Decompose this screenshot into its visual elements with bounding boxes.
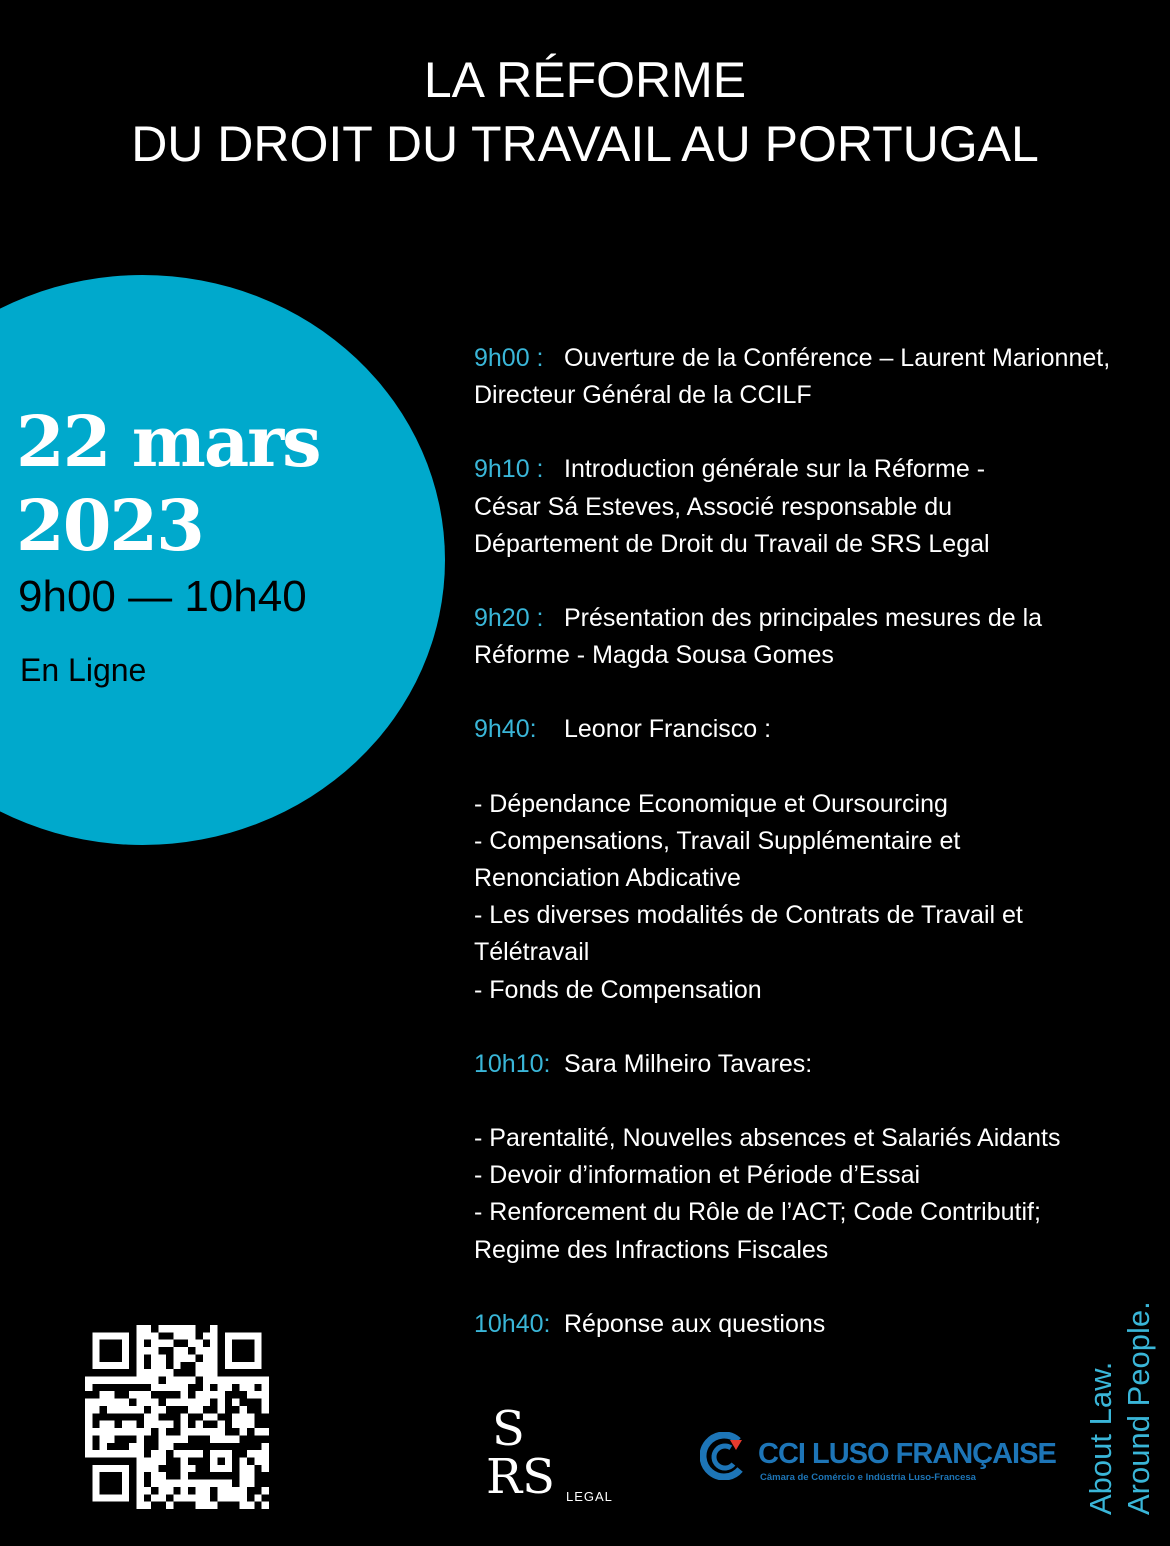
qr-code[interactable]	[85, 1325, 269, 1509]
srs-logo-legal: LEGAL	[566, 1489, 613, 1504]
agenda-item	[474, 451, 1164, 563]
agenda-topic: Regime des Infractions Fiscales	[474, 1235, 829, 1264]
agenda-time: 9h40:	[474, 715, 537, 744]
agenda-topic: - Dépendance Economique et Oursourcing	[474, 789, 948, 818]
agenda-topic: - Compensations, Travail Supplémentaire et	[474, 826, 961, 855]
tagline-line-2: Around People.	[1121, 1301, 1156, 1515]
agenda-topic: - Les diverses modalités de Contrats de Travail et	[474, 901, 1023, 930]
agenda-speaker: Sara Milheiro Tavares:	[564, 1049, 813, 1078]
agenda-topics	[474, 786, 1164, 1009]
cci-subtitle: Câmara de Comércio e Indústria Luso-Francesa	[760, 1472, 976, 1483]
agenda-text: Ouverture de la Conférence – Laurent Marionnet,	[564, 344, 1111, 372]
agenda-topic: - Renforcement du Rôle de l’ACT; Code Contributif;	[474, 1198, 1041, 1227]
agenda-text: Réponse aux questions	[564, 1309, 826, 1338]
agenda-text: Département de Droit du Travail de SRS Legal	[474, 529, 990, 558]
agenda-topic: - Fonds de Compensation	[474, 975, 762, 1004]
srs-logo-s: S	[492, 1401, 525, 1457]
cci-name: CCI LUSO FRANÇAISE	[758, 1438, 1056, 1470]
agenda-item	[474, 1046, 1164, 1083]
agenda-text: Réforme - Magda Sousa Gomes	[474, 641, 834, 670]
agenda-topic: Télétravail	[474, 938, 590, 967]
title-line-1: LA RÉFORME	[423, 52, 747, 108]
agenda-item	[474, 711, 1164, 748]
agenda-text: Directeur Général de la CCILF	[474, 381, 812, 410]
event-time: 9h00 — 10h40	[18, 572, 307, 621]
srs-legal-logo	[486, 1401, 613, 1505]
agenda-text: Présentation des principales mesures de la	[564, 604, 1043, 633]
agenda-time: 10h10:	[474, 1049, 551, 1078]
agenda-item	[474, 340, 1164, 414]
date-day-month: 22 mars	[16, 400, 320, 483]
date-year: 2023	[16, 484, 203, 567]
event-location: En Ligne	[20, 652, 147, 688]
agenda-topic: Renonciation Abdicative	[474, 864, 741, 893]
title-line-2: DU DROIT DU TRAVAIL AU PORTUGAL	[131, 116, 1039, 172]
agenda-topic: - Devoir d’information et Période d’Essai	[474, 1161, 921, 1190]
agenda-text: Introduction générale sur la Réforme -	[564, 455, 986, 484]
agenda-time: 9h20 :	[474, 604, 544, 633]
agenda-item	[474, 600, 1164, 674]
agenda-topics	[474, 1120, 1164, 1269]
agenda-text: César Sá Esteves, Associé responsable du	[474, 492, 953, 521]
tagline	[1082, 1301, 1158, 1515]
agenda-time: 9h00 :	[474, 344, 544, 372]
agenda-topic: - Parentalité, Nouvelles absences et Salariés Aidants	[474, 1124, 1061, 1153]
tagline-line-1: About Law.	[1083, 1361, 1118, 1515]
event-date	[16, 400, 320, 568]
event-title	[0, 48, 1170, 176]
agenda-item	[474, 1306, 1164, 1343]
agenda-time: 10h40:	[474, 1309, 551, 1338]
agenda-speaker: Leonor Francisco :	[564, 715, 772, 744]
srs-logo-rs: RS	[486, 1449, 556, 1505]
cci-emblem-icon	[700, 1432, 748, 1480]
agenda-time: 9h10 :	[474, 455, 544, 484]
agenda	[474, 340, 1164, 1380]
